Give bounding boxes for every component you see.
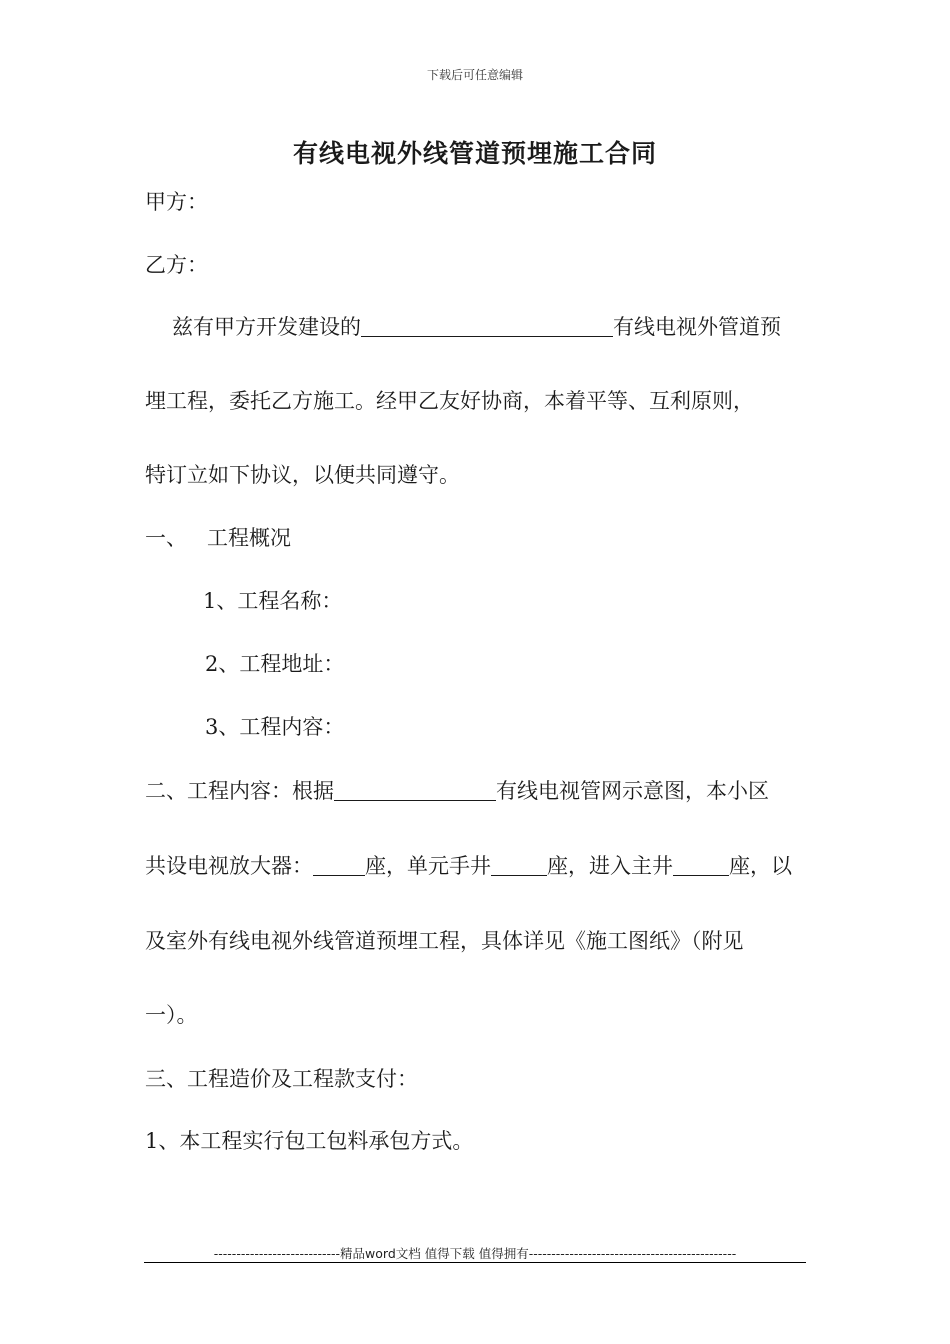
section-2-line-3: 及室外有线电视外线管道预埋工程，具体详见《施工图纸》（附见 [145, 929, 744, 953]
section-1-item-3: 3、工程内容： [205, 715, 345, 739]
section-2-line-2-end: 座，以 [729, 854, 792, 878]
intro-line-3: 特订立如下协议，以便共同遵守。 [145, 463, 460, 487]
party-a-label: 甲方： [145, 190, 208, 214]
intro-line-2: 埋工程，委托乙方施工。经甲乙友好协商，本着平等、互利原则， [145, 389, 754, 413]
section-2-line-4: 一）。 [145, 1003, 198, 1027]
footer-divider [144, 1262, 806, 1263]
section-3-heading: 三、工程造价及工程款支付： [145, 1067, 418, 1091]
amplifier-label: 共设电视放大器： [145, 854, 313, 878]
document-title: 有线电视外线管道预埋施工合同 [292, 139, 657, 168]
unit-well-count-blank [491, 853, 547, 876]
intro-text-before-blank: 兹有甲方开发建设的 [172, 315, 361, 339]
section-2-line-1 [145, 776, 769, 806]
section-2-text-before-blank: 二、工程内容：根据 [145, 779, 334, 803]
party-b-label: 乙方： [145, 253, 208, 277]
project-name-blank [361, 314, 613, 337]
amplifier-count-blank [313, 853, 365, 876]
section-1-item-1: 1、工程名称： [203, 589, 343, 613]
main-well-label: 座，进入主井 [547, 854, 673, 878]
unit-well-label: 座，单元手井 [365, 854, 491, 878]
footer-note: ----------------------------精品word文档 值得下载 值得拥有---------------------------------------------- [213, 1246, 737, 1261]
diagram-name-blank [334, 778, 496, 801]
intro-text-after-blank: 有线电视外管道预 [613, 315, 781, 339]
main-well-count-blank [673, 853, 729, 876]
section-3-item-1: 1、本工程实行包工包料承包方式。 [145, 1129, 474, 1153]
section-2-line-2 [145, 851, 792, 881]
section-1-heading: 工程概况 [207, 526, 291, 550]
intro-line-1 [172, 312, 781, 342]
section-1-item-2: 2、工程地址： [205, 652, 345, 676]
section-2-text-after-blank: 有线电视管网示意图，本小区 [496, 779, 769, 803]
header-note: 下载后可任意编辑 [426, 68, 523, 82]
section-1-number: 一、 [145, 526, 187, 550]
